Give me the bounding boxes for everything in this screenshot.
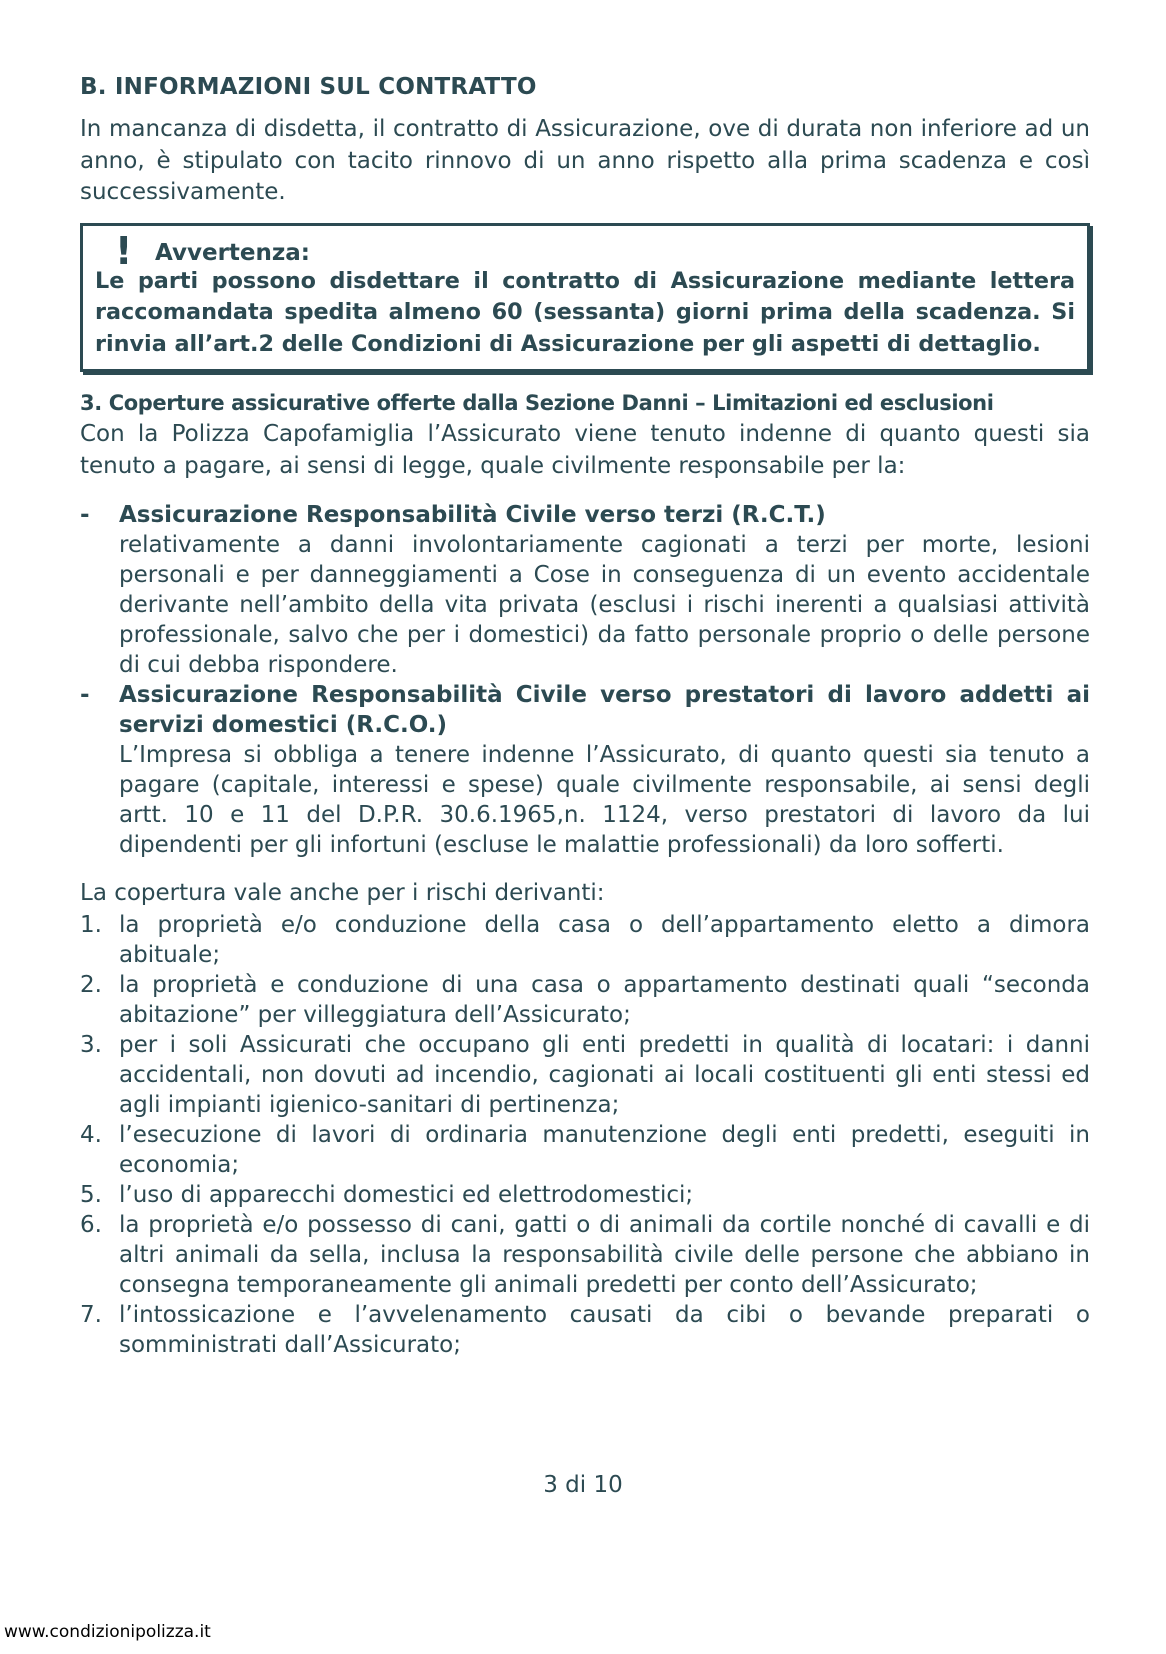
section-b-title: B. INFORMAZIONI SUL CONTRATTO [80, 74, 537, 100]
item-number: 1. [80, 911, 102, 938]
coverage-intro: La copertura vale anche per i rischi derivanti: [80, 880, 605, 907]
list-item [80, 970, 1090, 1030]
item-text: l’esecuzione di lavori di ordinaria manutenzione degli enti predetti, eseguiti in economia; [119, 1121, 1090, 1178]
bullet-mark: - [80, 502, 90, 529]
bullet-text: L’Impresa si obbliga a tenere indenne l’Assicurato, di quanto questi sia tenuto a pagare (capitale, interessi e spese) quale civilmente responsabile, ai sensi degli artt. 10 e 11 del D.P.R. 30.6.1965,n. 1124, verso prestatori di lavoro da lui dipendenti per gli infortuni (escluse le malattie professionali) da loro sofferti. [119, 742, 1090, 859]
warning-text: Le parti possono disdettare il contratto di Assicurazione mediante lettera raccomandata spedita almeno 60 (sessanta) giorni prima della scadenza. Si rinvia all’art.2 delle Condizioni di Assicurazione per gli aspetti di dettaglio. [95, 267, 1075, 357]
warning-title: Avvertenza: [155, 239, 310, 266]
coverage-bullets [80, 500, 1090, 860]
bullet-text: relativamente a danni involontariamente cagionati a terzi per morte, lesioni personali e per danneggiamenti a Cose in conseguenza di un evento accidentale derivante nell’ambito della vita privata (esclusi i rischi inerenti a qualsiasi attività professionale, salvo che per i domestici) da fatto personale proprio o delle persone di cui debba rispondere. [119, 532, 1090, 679]
list-item [80, 1180, 1090, 1210]
section-3-title: 3. Coperture assicurative offerte dalla Sezione Danni – Limitazioni ed esclusioni [80, 390, 994, 415]
page-number: 3 di 10 [543, 1472, 623, 1498]
item-number: 2. [80, 971, 102, 998]
bullet-title: Assicurazione Responsabilità Civile verso terzi (R.C.T.) [119, 502, 826, 529]
item-text: per i soli Assicurati che occupano gli enti predetti in qualità di locatari: i danni accidentali, non dovuti ad incendio, cagionati ai locali costituenti gli enti stessi ed agli impianti igienico-sanitari di pertinenza; [119, 1031, 1090, 1118]
bullet-mark: - [80, 682, 90, 709]
bullet-title: Assicurazione Responsabilità Civile verso prestatori di lavoro addetti ai servizi domestici (R.C.O.) [119, 682, 1090, 739]
list-item [80, 1300, 1090, 1360]
item-text: la proprietà e/o conduzione della casa o dell’appartamento eletto a dimora abituale; [119, 911, 1090, 968]
item-text: l’intossicazione e l’avvelenamento causati da cibi o bevande preparati o somministrati dall’Assicurato; [119, 1301, 1090, 1358]
list-item [80, 910, 1090, 970]
item-number: 4. [80, 1121, 102, 1148]
bullet-item-rct [80, 500, 1090, 680]
list-item [80, 1120, 1090, 1180]
exclamation-icon: ! [115, 228, 133, 273]
item-number: 5. [80, 1181, 102, 1208]
warning-box [80, 223, 1090, 372]
item-number: 7. [80, 1301, 102, 1328]
item-number: 6. [80, 1211, 102, 1238]
section-3-intro: Con la Polizza Capofamiglia l’Assicurato viene tenuto indenne di quanto questi sia tenuto a pagare, ai sensi di legge, quale civilmente responsabile per la: [80, 421, 1090, 479]
document-page [80, 74, 1090, 1360]
bullet-item-rco [80, 680, 1090, 860]
item-number: 3. [80, 1031, 102, 1058]
source-watermark: www.condizionipolizza.it [4, 1622, 211, 1642]
warning-header [95, 228, 1075, 273]
list-item [80, 1030, 1090, 1120]
item-text: la proprietà e/o possesso di cani, gatti o di animali da cortile nonché di cavalli e di altri animali da sella, inclusa la responsabilità civile delle persone che abbiano in consegna temporaneamente gli animali predetti per conto dell’Assicurato; [119, 1211, 1090, 1298]
coverage-list [80, 910, 1090, 1360]
section-b-text: In mancanza di disdetta, il contratto di Assicurazione, ove di durata non inferiore ad un anno, è stipulato con tacito rinnovo di un anno rispetto alla prima scadenza e così successivamente. [80, 116, 1090, 206]
item-text: l’uso di apparecchi domestici ed elettrodomestici; [119, 1181, 694, 1208]
item-text: la proprietà e conduzione di una casa o appartamento destinati quali “seconda abitazione” per villeggiatura dell’Assicurato; [119, 971, 1090, 1028]
list-item [80, 1210, 1090, 1300]
